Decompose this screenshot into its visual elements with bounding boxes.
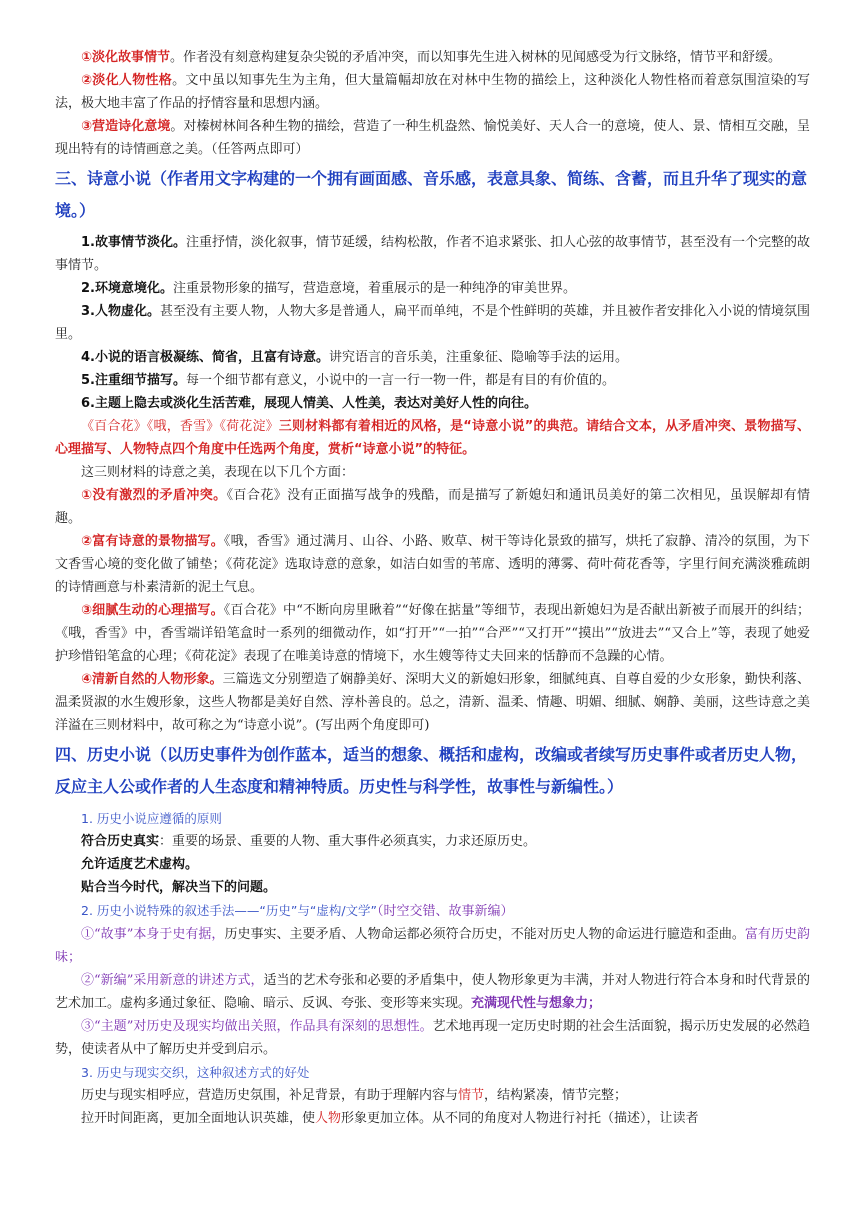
technique-text: 历史事实、主要矛盾、人物命运都必须符合历史，不能对历史人物的命运进行臆造和歪曲。 bbox=[224, 927, 745, 942]
benefit-text: 历史与现实相呼应，营造历史氛围，补足背景，有助于理解内容与 bbox=[81, 1088, 459, 1103]
technique-text: 艺术地再现一定历史时期的社会生活面貌，揭示历史发展的必然趋势，使读者从中了解历史并受到启示。 bbox=[55, 1019, 810, 1057]
question-paragraph bbox=[55, 415, 810, 461]
point-text: 。文中虽以知事先生为主角，但大量篇幅却放在对林中生物的描绘上，这种淡化人物性格而着意氛围渲染的写法，极大地丰富了作品的抒情容量和思想内涵。 bbox=[55, 73, 810, 111]
item-lead: 3.人物虚化。 bbox=[81, 304, 160, 319]
point-lead: ①淡化故事情节 bbox=[81, 50, 171, 65]
item-text: 注重景物形象的描写，营造意境，着重展示的是一种纯净的审美世界。 bbox=[172, 281, 576, 296]
question-text: 三则材料都有着相近的风格，是“诗意小说”的典范。请结合文本，从矛盾冲突、景物描写、心理描写、人物特点四个角度中任选两个角度，赏析“诗意小说”的特征。 bbox=[55, 419, 810, 457]
benefit-highlight: 人物 bbox=[315, 1111, 342, 1126]
point-lead: ③营造诗化意境 bbox=[81, 119, 171, 134]
benefit-text: 形象更加立体。从不同的角度对人物进行衬托（描述），让读者 bbox=[341, 1111, 699, 1126]
technique-lead: ②“新编”采用新意的讲述方式， bbox=[81, 973, 264, 988]
paragraph-mood bbox=[55, 115, 810, 161]
technique-tail: 充满现代性与想象力； bbox=[471, 996, 602, 1011]
benefit-item bbox=[55, 1107, 810, 1130]
answer-item bbox=[55, 484, 810, 530]
answer-text: 《百合花》没有正面描写战争的残酷，而是描写了新媳妇和通讯员美好的第二次相见，虽误解却有情趣。 bbox=[55, 488, 810, 526]
benefit-highlight: 情节 bbox=[458, 1088, 485, 1103]
technique-text: 适当的艺术夸张和必要的矛盾集中，使人物形象更为丰满，并对人物进行符合本身和时代背景的艺术加工。虚构多通过象征、隐喻、暗示、反讽、夸张、变形等来实现。 bbox=[55, 973, 810, 1011]
section-heading-poetic-novel: 三、诗意小说（作者用文字构建的一个拥有画面感、音乐感，表意具象、简练、含蓄，而且升华了现实的意境。） bbox=[55, 169, 808, 220]
list-item bbox=[55, 346, 810, 369]
item-lead: 2.环境意境化。 bbox=[81, 281, 173, 296]
document-page bbox=[55, 46, 810, 1130]
paragraph-plot bbox=[55, 46, 810, 69]
item-lead: 1.故事情节淡化。 bbox=[81, 235, 186, 250]
item-lead: 6.主题上隐去或淡化生活苦难，展现人情美、人性美，表达对美好人性的向往。 bbox=[81, 396, 537, 411]
benefit-text: 拉开时间距离，更加全面地认识英雄，使 bbox=[81, 1111, 316, 1126]
list-item bbox=[55, 392, 810, 415]
answer-item bbox=[55, 668, 810, 737]
subheading-principles: 1. 历史小说应遵循的原则 bbox=[81, 811, 222, 826]
item-lead: 5.注重细节描写。 bbox=[81, 373, 186, 388]
item-text: 讲究语言的音乐美，注重象征、隐喻等手法的运用。 bbox=[328, 350, 628, 365]
principle-text: ：重要的场景、重要的人物、重大事件必须真实，力求还原历史。 bbox=[159, 834, 537, 849]
answer-lead: ①没有激烈的矛盾冲突。 bbox=[81, 488, 227, 503]
benefit-item bbox=[55, 1084, 810, 1107]
answer-lead: ④清新自然的人物形象。 bbox=[81, 672, 223, 687]
paragraph-character bbox=[55, 69, 810, 115]
list-item bbox=[55, 300, 810, 346]
answer-lead: ③细腻生动的心理描写。 bbox=[81, 603, 224, 618]
subheading-note: （时空交错、故事新编） bbox=[377, 904, 514, 919]
item-lead: 4.小说的语言极凝练、简省，且富有诗意。 bbox=[81, 350, 329, 365]
subheading-techniques bbox=[55, 899, 810, 923]
list-item bbox=[55, 277, 810, 300]
question-titles: 《百合花》《哦，香雪》《荷花淀》 bbox=[81, 419, 279, 434]
answer-text: 三篇选文分别塑造了娴静美好、深明大义的新媳妇形象，细腻纯真、自尊自爱的少女形象，勤快利落、温柔贤淑的水生嫂形象，这些人物都是美好自然、淳朴善良的。总之，清新、温柔、情趣、明媚、细腻、娴静、美丽，这些诗意之美洋溢在三则材料中，故可称之为“诗意小说”。(写出两个角度即可) bbox=[55, 672, 810, 733]
point-text: 。作者没有刻意构建复杂尖锐的矛盾冲突，而以知事先生进入树林的见闻感受为行文脉络，情节平和舒缓。 bbox=[170, 50, 782, 65]
principle-item bbox=[55, 830, 810, 853]
subheading-text: 2. 历史小说特殊的叙述手法——“历史”与“虚构/文学” bbox=[81, 903, 378, 918]
item-text: 注重抒情，淡化叙事，情节延缓，结构松散，作者不追求紧张、扣人心弦的故事情节，甚至没有一个完整的故事情节。 bbox=[55, 235, 810, 273]
technique-item bbox=[55, 923, 810, 969]
section-heading-historical-novel: 四、历史小说（以历史事件为创作蓝本，适当的想象、概括和虚构，改编或者续写历史事件或者历史人物，反应主人公或作者的人生态度和精神特质。历史性与科学性，故事性与新编性。） bbox=[55, 745, 808, 796]
technique-item bbox=[55, 1015, 810, 1061]
answer-text: 《哦，香雪》通过满月、山谷、小路、败草、树干等诗化景致的描写，烘托了寂静、清冷的氛围，为下文香雪心境的变化做了铺垫；《荷花淀》选取诗意的意象，如洁白如雪的苇席、透明的薄雾、荷叶荷花香等，字里行间充满淡雅疏朗的诗情画意与朴素清新的泥土气息。 bbox=[55, 534, 810, 595]
point-lead: ②淡化人物性格 bbox=[81, 73, 173, 88]
benefit-text: ，结构紧凑，情节完整； bbox=[484, 1088, 628, 1103]
principle-lead: 符合历史真实 bbox=[81, 834, 160, 849]
answer-intro: 这三则材料的诗意之美，表现在以下几个方面： bbox=[81, 465, 355, 480]
item-text: 甚至没有主要人物，人物大多是普通人，扁平而单纯，不是个性鲜明的英雄，并且被作者安排化入小说的情境氛围里。 bbox=[55, 304, 810, 342]
answer-item bbox=[55, 530, 810, 599]
answer-item bbox=[55, 599, 810, 668]
answer-lead: ②富有诗意的景物描写。 bbox=[81, 534, 224, 549]
list-item bbox=[55, 231, 810, 277]
technique-item bbox=[55, 969, 810, 1015]
technique-lead: ①“故事”本身于史有据， bbox=[81, 927, 225, 942]
list-item bbox=[55, 369, 810, 392]
technique-tail: 富有历史韵味； bbox=[55, 927, 810, 965]
item-text: 每一个细节都有意义，小说中的一言一行一物一件，都是有目的有价值的。 bbox=[185, 373, 615, 388]
point-text: 。对榛树林间各种生物的描绘，营造了一种生机盎然、愉悦美好、天人合一的意境，使人、景、情相互交融，呈现出特有的诗情画意之美。（任答两点即可） bbox=[55, 119, 810, 157]
principle-item: 贴合当今时代，解决当下的问题。 bbox=[81, 880, 277, 895]
subheading-benefits: 3. 历史与现实交织，这种叙述方式的好处 bbox=[81, 1065, 310, 1080]
technique-lead: ③“主题”对历史及现实均做出关照，作品具有深刻的思想性。 bbox=[81, 1019, 433, 1034]
answer-text: 《百合花》中“不断向房里瞅着”“好像在掂量”等细节，表现出新媳妇为是否献出新被子而展开的纠结；《哦，香雪》中，香雪端详铅笔盒时一系列的细微动作，如“打开”“一拍”“合严”“又打开”“摸出”“放进去”“又合上”等，表现了她爱护珍惜铅笔盒的心理；《荷花淀》表现了在唯美诗意的情境下，水生嫂等待丈夫回来的恬静而不急躁的心情。 bbox=[55, 603, 810, 664]
principle-item: 允许适度艺术虚构。 bbox=[81, 857, 199, 872]
